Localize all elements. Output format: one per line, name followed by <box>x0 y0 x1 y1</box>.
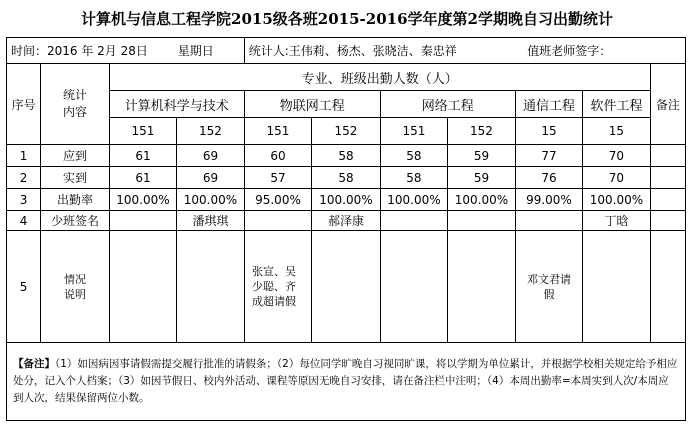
row-seq: 2 <box>7 167 41 189</box>
remark-cell <box>650 211 685 231</box>
cell-value: 100.00% <box>109 189 176 211</box>
situation-cell-comm-15: 邓文君请假 <box>515 231 582 343</box>
remark-cell <box>650 145 685 167</box>
class-size-row <box>7 118 686 145</box>
cell-value: 59 <box>448 167 516 189</box>
stat-content-header: 统计内容 <box>41 64 109 145</box>
cell-value: 99.00% <box>515 189 582 211</box>
row-label: 情况说明 <box>41 231 109 343</box>
major-header-row <box>7 91 686 118</box>
cell-value: 95.00% <box>244 189 311 211</box>
notes-label: 【备注】 <box>13 358 55 370</box>
cell-value: 70 <box>583 145 650 167</box>
class-size: 152 <box>177 118 245 145</box>
cell-value: 61 <box>109 145 176 167</box>
notes-text: （1）如因病因事请假需提交履行批准的请假条；（2）每位同学旷晚自习视同旷课，将以学期为单位累计，并根据学校相关规定给予相应处分，记入个人档案；（3）如因节假日、校内外活动、课程等原因无晚自习安排，请在备注栏中注明；（4）本周出勤率=本周实到人次/本周应到人次，结果保留两位小数。 <box>13 358 678 404</box>
cell-value: 69 <box>177 167 245 189</box>
signature-cell <box>515 211 582 231</box>
class-size: 151 <box>109 118 176 145</box>
cell-value: 100.00% <box>583 189 650 211</box>
row-label: 应到 <box>41 145 109 167</box>
signature-cell <box>109 211 176 231</box>
row-seq: 3 <box>7 189 41 211</box>
row-label: 实到 <box>41 167 109 189</box>
remark-cell <box>650 189 685 211</box>
cell-value: 60 <box>244 145 311 167</box>
cell-value: 76 <box>515 167 582 189</box>
cell-value: 100.00% <box>380 189 447 211</box>
row-signatures <box>7 211 686 231</box>
date-text: 时间：2016 年 2月 28日 <box>11 44 148 58</box>
major-cs: 计算机科学与技术 <box>109 91 244 118</box>
seq-header: 序号 <box>7 64 41 145</box>
notes-cell <box>7 343 686 421</box>
cell-value: 70 <box>583 167 650 189</box>
cell-value: 58 <box>380 167 447 189</box>
situation-cell <box>177 231 245 343</box>
situation-cell <box>380 231 447 343</box>
cell-value: 57 <box>244 167 311 189</box>
major-iot: 物联网工程 <box>244 91 380 118</box>
signature-cell <box>448 211 516 231</box>
situation-cell-iot-151: 张宣、吴少聪、齐成超请假 <box>244 231 311 343</box>
situation-cell <box>109 231 176 343</box>
cell-value: 58 <box>312 167 380 189</box>
class-size: 151 <box>380 118 447 145</box>
situation-cell <box>583 231 650 343</box>
row-label: 出勤率 <box>41 189 109 211</box>
date-cell <box>7 38 245 64</box>
major-comm: 通信工程 <box>515 91 582 118</box>
cell-value: 61 <box>109 167 176 189</box>
remark-cell <box>650 231 685 343</box>
row-expected <box>7 145 686 167</box>
row-seq: 4 <box>7 211 41 231</box>
situation-cell <box>448 231 516 343</box>
class-size: 152 <box>448 118 516 145</box>
cell-value: 77 <box>515 145 582 167</box>
class-size: 151 <box>244 118 311 145</box>
situation-cell <box>312 231 380 343</box>
notes-row <box>7 343 686 421</box>
page-title: 计算机与信息工程学院2015级各班2015-2016学年度第2学期晚自习出勤统计 <box>81 10 613 28</box>
signature-cell <box>380 211 447 231</box>
cell-value: 59 <box>448 145 516 167</box>
weekday-text: 星期日 <box>177 44 214 58</box>
cell-value: 100.00% <box>448 189 516 211</box>
class-size: 15 <box>515 118 582 145</box>
cell-value: 58 <box>380 145 447 167</box>
remark-cell <box>650 167 685 189</box>
major-network: 网络工程 <box>380 91 515 118</box>
attendance-table <box>6 37 686 421</box>
signature-cell: 丁晗 <box>583 211 650 231</box>
signature-cell <box>244 211 311 231</box>
group-header: 专业、班级出勤人数（人） <box>109 64 650 91</box>
row-actual <box>7 167 686 189</box>
remark-header: 备注 <box>650 64 685 145</box>
cell-value: 69 <box>177 145 245 167</box>
row-label: 少班签名 <box>41 211 109 231</box>
counters-cell: 统计人:王伟莉、杨杰、张晓洁、秦忠祥 <box>244 38 515 64</box>
row-rate <box>7 189 686 211</box>
cell-value: 100.00% <box>177 189 245 211</box>
teacher-sign-cell: 值班老师签字： <box>515 38 685 64</box>
info-row <box>7 38 686 64</box>
class-size: 152 <box>312 118 380 145</box>
signature-cell: 郝泽康 <box>312 211 380 231</box>
row-seq: 5 <box>7 231 41 343</box>
signature-cell: 潘琪琪 <box>177 211 245 231</box>
header-group-row <box>7 64 686 91</box>
row-situation <box>7 231 686 343</box>
row-seq: 1 <box>7 145 41 167</box>
cell-value: 100.00% <box>312 189 380 211</box>
cell-value: 58 <box>312 145 380 167</box>
class-size: 15 <box>583 118 650 145</box>
major-software: 软件工程 <box>583 91 650 118</box>
